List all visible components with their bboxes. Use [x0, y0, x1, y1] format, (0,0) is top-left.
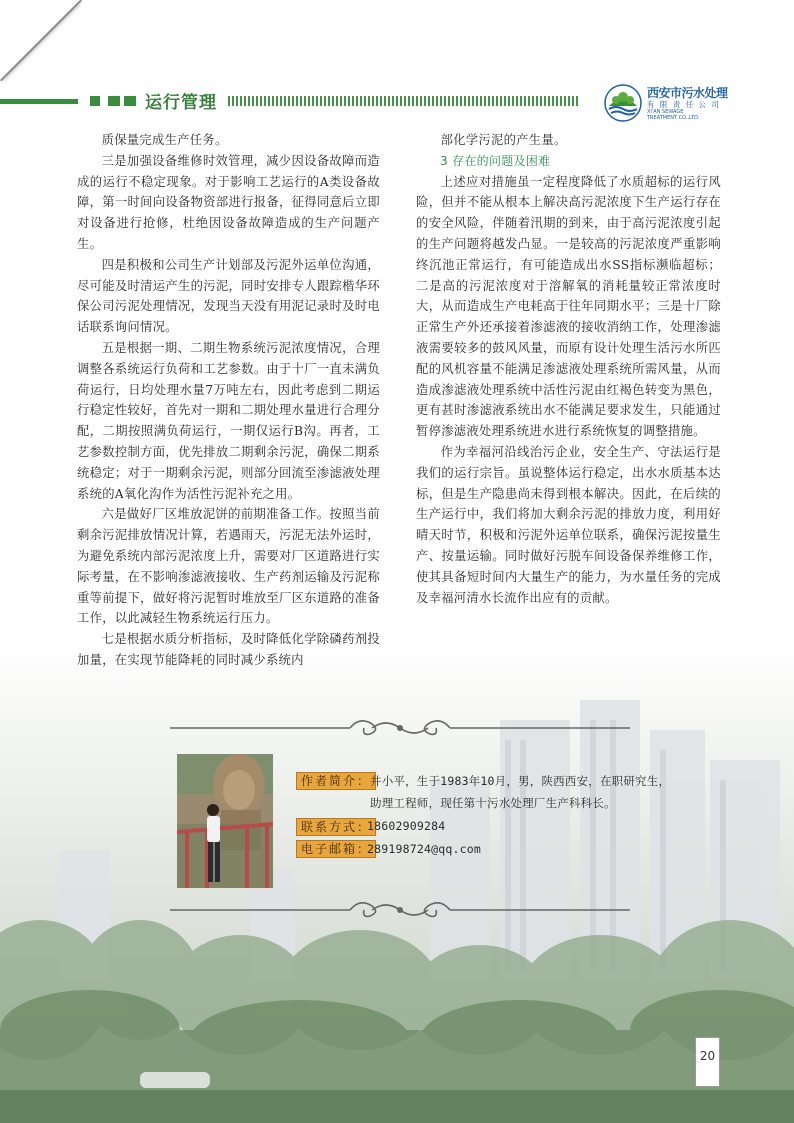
author-photo: [177, 754, 273, 888]
header-square-1: [90, 96, 100, 106]
email-label: 电子邮箱：: [296, 840, 376, 858]
right-text-column: [416, 130, 721, 608]
contact-phone: 18602909284: [367, 819, 446, 833]
logo-en-line2: TREATMENT CO.,LTD.: [647, 115, 700, 121]
paragraph: 作为幸福河沿线治污企业，安全生产、守法运行是我们的运行宗旨。虽说整体运行稳定，出水水质基本达标，但是生产隐患尚未得到根本解决。因此，在后续的生产运行中，我们将加大剩余污泥的排放力度，利用好晴天时节，积极和污泥外运单位联系，确保污泥按量生产、按量运输。同时做好污脱车间设备保养维修工作，使其具备短时间内大量生产的能力，为水量任务的完成及幸福河清水长流作出应有的贡献。: [416, 444, 721, 605]
paragraph: 部化学污泥的产生量。: [440, 133, 567, 147]
header-square-3: [124, 96, 136, 106]
left-text-column: [77, 130, 380, 671]
paragraph: 质保量完成生产任务。: [101, 133, 228, 147]
logo-en-line1: XI'AN SEWAGE: [647, 109, 684, 115]
logo-name-sub: 有 限 责 任 公 司: [647, 100, 721, 109]
paragraph: 六是做好厂区堆放泥饼的前期准备工作。按照当前剩余污泥排放情况计算，若遇雨天，污泥无法外运时，为避免系统内部污泥浓度上升，需要对厂区道路进行实际考量，在不影响渗滤液接收、生产药剂运输及污泥称重等前提下，做好将污泥暂时堆放至厂区东道路的准备工作，以此减轻生物系统运行压力。: [77, 507, 380, 626]
subsection-heading: 3 存在的问题及困难: [440, 153, 551, 168]
logo-emblem-icon: [604, 84, 642, 122]
paragraph: 四是积极和公司生产计划部及污泥外运单位沟通，尽可能及时清运产生的污泥，同时安排专人跟踪楷华环保公司污泥处理情况，发现当天没有用泥记录时及时电话联系询问情况。: [77, 257, 380, 335]
author-intro-line1: 井小平，生于1983年10月，男，陕西西安，在职研究生，: [370, 774, 671, 788]
decorative-divider-bottom: [160, 898, 640, 922]
paragraph: 七是根据水质分析指标，及时降低化学除磷药剂投加量，在实现节能降耗的同时减少系统内: [77, 632, 380, 667]
company-logo: [604, 82, 784, 126]
header-stripe-bar: [228, 96, 578, 106]
decorative-divider-top: [160, 716, 640, 740]
author-intro-line2: 助理工程师，现任第十污水处理厂生产科科长。: [370, 796, 616, 810]
paragraph: 五是根据一期、二期生物系统污泥浓度情况，合理调整各系统运行负荷和工艺参数。由于十厂一直未满负荷运行，日均处理水量7万吨左右，因此考虑到二期运行稳定性较好，首先对一期和二期处理水量进行合理分配，二期按照满负荷运行，一期仅运行B沟。再者，工艺参数控制方面，优先排放二期剩余污泥，确保二期系统稳定；对于一期剩余污泥，则部分回流至渗滤液处理系统的A氧化沟作为活性污泥补充之用。: [77, 340, 380, 501]
author-intro-label: 作者简介：: [296, 772, 376, 790]
page-number: 20: [699, 1049, 716, 1063]
section-title: 运行管理: [145, 93, 217, 113]
logo-name-en: [647, 109, 700, 121]
paragraph: 三是加强设备维修时效管理，减少因设备故障而造成的运行不稳定现象。对于影响工艺运行的A类设备故障，第一时间向设备物资部进行报备，征得同意后立即对设备进行抢修，杜绝因设备故障造成的生产问题产生。: [77, 153, 380, 251]
header-bar-left: [0, 99, 78, 104]
logo-name-cn: 西安市污水处理: [647, 86, 728, 100]
email-address[interactable]: 289198724@qq.com: [367, 842, 481, 856]
header-square-2: [108, 96, 120, 106]
paragraph: 上述应对措施虽一定程度降低了水质超标的运行风险，但并不能从根本上解决高污泥浓度下生产运行存在的安全风险，伴随着汛期的到来，由于高污泥浓度引起的生产问题将越发凸显。一是较高的污泥浓度严重影响终沉池正常运行，有可能造成出水SS指标濒临超标；二是高的污泥浓度对于溶解氧的消耗量较正常浓度时大，从而造成生产电耗高于往年同期水平；三是十厂除正常生产外还承接着渗滤液的接收消纳工作，处理渗滤液需要较多的鼓风风量，而原有设计处理生活污水所匹配的风机容量不能满足渗滤液处理系统所需风量，从而造成渗滤液处理系统中活性污泥由红褐色转变为黑色，更有甚时渗滤液系统出水不能满足要求发生，只能通过暂停渗滤液处理系统进水进行系统恢复的调整措施。: [416, 174, 721, 439]
contact-label: 联系方式：: [296, 818, 376, 836]
